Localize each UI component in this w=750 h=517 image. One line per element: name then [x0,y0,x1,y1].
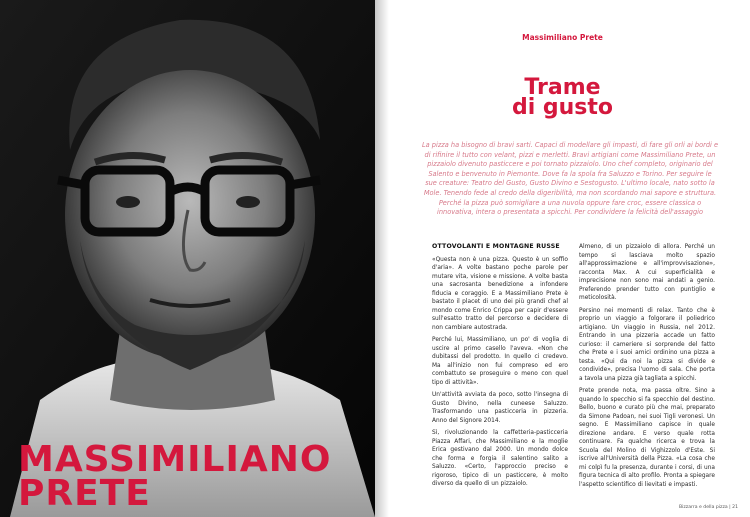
paragraph: «Questa non è una pizza. Questo è un soffio d'aria». A volte bastano poche parole per mutare vita, visione e missione. A volte basta una sacrosanta benedizione a infondere fiducia e coraggio. E a Massimiliano Prete è bastato il placet di uno dei più grandi chef al mondo come Enrico Crippa per capir d'essere sull'esatto tratto del percorso e decidere di non cambiare autostrada. [432,256,568,331]
body-column-left [432,243,568,493]
name-first: MASSIMILIANO [18,439,332,480]
page-folio: Bizzarra e della pizza | 21 [678,505,738,510]
name-last: PRETE [18,473,151,514]
article-page [375,0,750,517]
body-column-right [579,243,715,493]
paragraph: Prete prende nota, ma passa oltre. Sino a quando lo specchio si fa specchio del destino. Bello, buono e curato più che mai, preparato da Simone Padoan, nei suoi Tigli veronesi. Un segno. E Massimiliano capisce in quale direzione andare. E verso quale rotta continuare. Fa qualche ricerca e trova la Scuola del Molino di Vighizzolo d'Este. Si iscrive all'Università della Pizza. «La cosa che mi colpì fu la presenza, durante i corsi, di una figura tecnica di alto profilo. Pronta a spiegare l'aspetto scientifico di lievitati e impasti. [579,388,715,488]
paragraph: Perché lui, Massimiliano, un po' di voglia di uscire al primo casello l'aveva. «Non che dubitassi del prodotto. In quello ci credevo. Ma all'inizio non fui compreso ed ero combattuto se proseguire o meno con quel tipo di attività». [432,337,568,386]
face [65,70,315,360]
article-title-line2: di gusto [511,95,614,120]
paragraph: Sì, rivoluzionando la caffetteria-pasticceria Piazza Affari, che Massimiliano e la moglie Erica gestivano dal 2000. Un mondo dolce che forma e forgia il salentino salito a Saluzzo. «Certo, l'approccio preciso e rigoroso, tipico di un pasticcere, è molto diverso da quello di un pizzaiolo. [432,430,568,487]
article-intro: La pizza ha bisogno di bravi sarti. Capaci di modellare gli impasti, di fare gli orli ai bordi e di rifinire il tutto con velant, pizzi e merletti. Bravi artigiani come Massimiliano Prete, un pizzaiolo divenuto pasticcere e poi tornato pizzaiolo. Uno chef completo, originario del Salento e benvenuto in Piemonte. Dove fa la spola fra Saluzzo e Torino. Per seguire le sue creature: Teatro del Gusto, Gusto Divino e Sestogusto. L'ultimo locale, nato sotto la Mole. Tenendo fede al credo della digeribilità, ma non scordando mai sapore e struttura. Perché la pizza può somigliare a una nuvola oppure fare croc, essere classica o innovativa, intera o presentata a spicchi. Per condividere la felicità dell'assaggio [422,141,718,217]
paragraph: Un'attività avviata da poco, sotto l'insegna di Gusto Divino, nella cuneese Saluzzo. Trasformando una pasticceria in pizzeria. Anno del Signore 2014. [432,392,568,424]
paragraph: Almeno, di un pizzaiolo di allora. Perché un tempo si lasciava molto spazio all'approssimazione e all'improvvisazione», racconta Max. A cui superficialità e imprecisione non sono mai andati a genio. Preferendo prender tutto con puntiglio e meticolosità. [579,244,715,301]
running-header: Massimiliano Prete [522,33,603,42]
section-heading: OTTOVOLANTI E MONTAGNE RUSSE [432,243,560,250]
paragraph: Persino nei momenti di relax. Tanto che è proprio un viaggio a folgorare il poliedrico artigiano. Un viaggio in Russia, nel 2012. Entrando in una pizzeria accade un fatto curioso: il cameriere si sorprende del fatto che Prete e i suoi amici ordinino una pizza a testa. «Qui da noi la pizza si divide e condivide», precisa l'uomo di sala. Che porta a tavola una pizza già tagliata a spicchi. [579,307,715,382]
article-title-line1: Trame [524,75,601,100]
